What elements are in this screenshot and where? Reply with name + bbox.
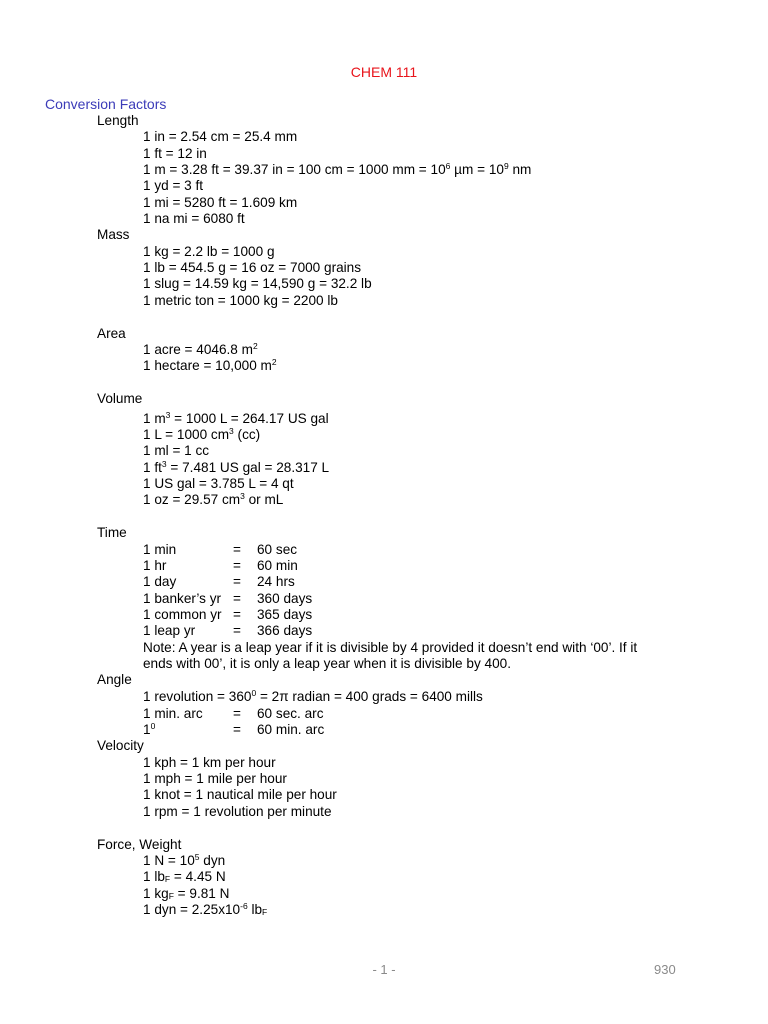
- area-label: Area: [97, 326, 126, 341]
- subscript: F: [262, 907, 268, 917]
- mass-line: 1 slug = 14.59 kg = 14,590 g = 32.2 lb: [143, 276, 372, 291]
- time-unit: 1 common yr: [143, 607, 222, 622]
- section-heading: Conversion Factors: [45, 96, 167, 112]
- volume-line: [143, 427, 260, 443]
- angle-value: 60 min. arc: [257, 722, 325, 737]
- time-value: 60 sec: [257, 542, 298, 557]
- degree-mark: 0: [150, 721, 156, 731]
- force-label: Force, Weight: [97, 837, 182, 852]
- time-row: [143, 623, 312, 639]
- volume-text: = 1000 L = 264.17 US gal: [170, 411, 329, 426]
- exponent: -6: [240, 901, 248, 911]
- volume-line: 1 ml = 1 cc: [143, 443, 210, 458]
- subscript: F: [164, 874, 171, 884]
- time-value: 60 min: [257, 558, 298, 573]
- time-unit: 1 day: [143, 574, 177, 589]
- exponent: 2: [252, 341, 258, 351]
- time-row: [143, 591, 312, 607]
- equals-sign: =: [233, 558, 241, 573]
- document-title: CHEM 111: [350, 64, 418, 80]
- exponent: 9: [503, 161, 509, 171]
- time-value: 365 days: [257, 607, 313, 622]
- force-text: 1 lb: [143, 869, 165, 884]
- equals-sign: =: [233, 574, 241, 589]
- mass-line: 1 lb = 454.5 g = 16 oz = 7000 grains: [143, 260, 362, 275]
- force-text: dyn: [199, 853, 226, 868]
- area-text: 1 hectare = 10,000 m: [143, 358, 272, 373]
- angle-unit: 1 min. arc: [143, 706, 203, 721]
- exponent: 3: [229, 426, 234, 436]
- volume-line: [143, 492, 283, 508]
- volume-text: = 7.481 US gal = 28.317 L: [166, 460, 330, 475]
- length-text: nm: [508, 162, 532, 177]
- leap-year-note: Note: A year is a leap year if it is divisible by 4 provided it doesn’t end with ‘00’. If it: [143, 640, 638, 655]
- exponent: 6: [445, 161, 451, 171]
- time-row: [143, 542, 297, 558]
- mass-label: Mass: [97, 227, 130, 242]
- exponent: 2: [271, 357, 277, 367]
- length-line: 1 mi = 5280 ft = 1.609 km: [143, 195, 298, 210]
- volume-text: or mL: [244, 492, 284, 507]
- volume-text: 1 ft: [143, 460, 162, 475]
- force-line: [143, 902, 267, 918]
- time-unit: 1 hr: [143, 558, 167, 573]
- force-text: lb: [247, 902, 263, 917]
- area-line: [143, 342, 258, 358]
- length-label: Length: [97, 113, 139, 128]
- exponent: 3: [240, 491, 245, 501]
- mass-line: 1 metric ton = 1000 kg = 2200 lb: [143, 293, 338, 308]
- time-unit: 1 min: [143, 542, 177, 557]
- force-text: = 9.81 N: [173, 886, 230, 901]
- time-row: [143, 574, 295, 590]
- velocity-line: 1 mph = 1 mile per hour: [143, 771, 287, 786]
- time-unit: 1 leap yr: [143, 623, 196, 638]
- length-line: 1 in = 2.54 cm = 25.4 mm: [143, 129, 298, 144]
- force-text: = 4.45 N: [170, 869, 226, 884]
- volume-text: 1 L = 1000 cm: [143, 427, 230, 442]
- length-line: 1 yd = 3 ft: [143, 178, 204, 193]
- volume-line: [143, 460, 329, 476]
- angle-text: 1 revolution = 360: [143, 689, 252, 704]
- time-row: [143, 558, 298, 574]
- angle-label: Angle: [97, 672, 132, 687]
- subscript: F: [168, 891, 174, 901]
- document-number: 930: [654, 962, 676, 977]
- velocity-label: Velocity: [97, 738, 144, 753]
- angle-line: [143, 706, 324, 722]
- equals-sign: =: [233, 706, 241, 721]
- exponent: 5: [194, 852, 200, 862]
- force-text: 1 N = 10: [143, 853, 195, 868]
- length-text: 1 m = 3.28 ft = 39.37 in = 100 cm = 1000 mm = 10: [143, 162, 446, 177]
- volume-text: (cc): [233, 427, 261, 442]
- force-line: [143, 886, 229, 902]
- volume-text: 1 m: [143, 411, 166, 426]
- exponent: 3: [165, 410, 171, 420]
- equals-sign: =: [233, 591, 241, 606]
- exponent: 3: [161, 459, 167, 469]
- page-number: - 1 -: [372, 962, 396, 977]
- equals-sign: =: [233, 722, 241, 737]
- equals-sign: =: [233, 623, 241, 638]
- length-line: 1 ft = 12 in: [143, 146, 207, 161]
- equals-sign: =: [233, 607, 241, 622]
- velocity-line: 1 knot = 1 nautical mile per hour: [143, 787, 337, 802]
- time-unit: 1 banker’s yr: [143, 591, 222, 606]
- time-row: [143, 607, 312, 623]
- angle-unit: [143, 722, 233, 738]
- area-text: 1 acre = 4046.8 m: [143, 342, 253, 357]
- volume-line: [143, 411, 329, 427]
- angle-value: 60 sec. arc: [257, 706, 324, 721]
- volume-line: 1 US gal = 3.785 L = 4 qt: [143, 476, 294, 491]
- time-value: 360 days: [257, 591, 313, 606]
- angle-text: = 2π radian = 400 grads = 6400 mills: [256, 689, 483, 704]
- time-value: 24 hrs: [257, 574, 295, 589]
- force-line: [143, 869, 226, 885]
- length-text: µm = 10: [450, 162, 504, 177]
- force-line: [143, 853, 225, 869]
- velocity-line: 1 rpm = 1 revolution per minute: [143, 804, 332, 819]
- time-value: 366 days: [257, 623, 313, 638]
- volume-label: Volume: [97, 391, 143, 406]
- mass-line: 1 kg = 2.2 lb = 1000 g: [143, 244, 275, 259]
- degree-mark: 0: [251, 688, 257, 698]
- volume-text: 1 oz = 29.57 cm: [143, 492, 241, 507]
- time-label: Time: [97, 525, 127, 540]
- angle-line: [143, 689, 483, 705]
- length-line: 1 na mi = 6080 ft: [143, 211, 245, 226]
- force-text: 1 kg: [143, 886, 169, 901]
- length-line: [143, 162, 531, 178]
- force-text: 1 dyn = 2.25x10: [143, 902, 241, 917]
- equals-sign: =: [233, 542, 241, 557]
- angle-line: [143, 722, 324, 738]
- leap-year-note: ends with 00’, it is only a leap year when it is divisible by 400.: [143, 656, 511, 671]
- angle-text: 1: [143, 722, 151, 737]
- velocity-line: 1 kph = 1 km per hour: [143, 755, 276, 770]
- area-line: [143, 358, 277, 374]
